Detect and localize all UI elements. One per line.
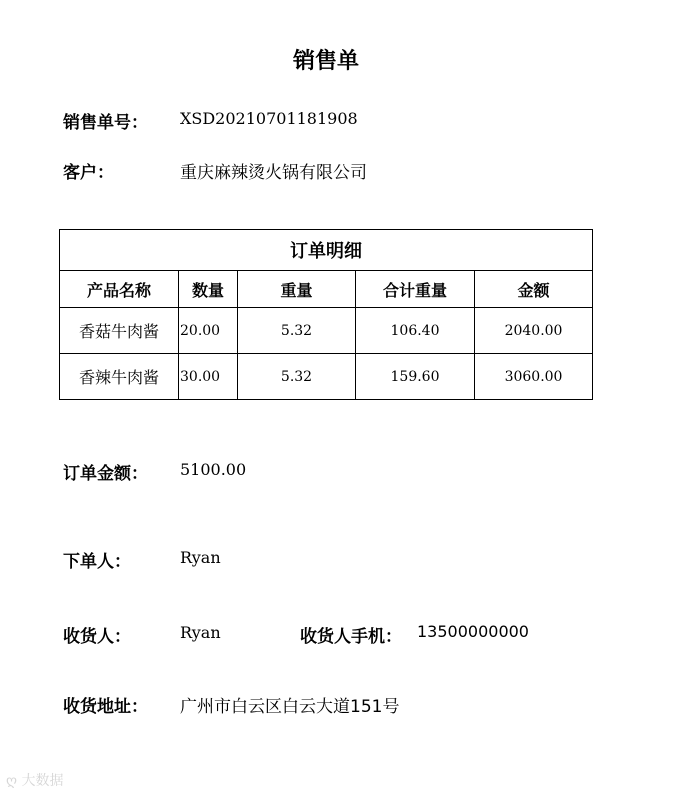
- receiver-phone-value: 13500000000: [417, 622, 529, 641]
- table-row: [60, 308, 593, 354]
- watermark: [6, 770, 63, 790]
- orderer-label: 下单人：: [63, 552, 131, 572]
- cell-total-weight: 159.60: [356, 354, 475, 400]
- customer-value: 重庆麻辣烫火锅有限公司: [180, 163, 367, 183]
- order-no-value: XSD20210701181908: [180, 109, 358, 128]
- cell-quantity: 20.00: [179, 308, 238, 354]
- column-header-quantity: 数量: [179, 271, 238, 308]
- column-header-amount: 金额: [475, 271, 593, 308]
- table-caption: 订单明细: [60, 230, 593, 271]
- customer-label: 客户：: [63, 163, 114, 183]
- column-header-product-name: 产品名称: [60, 271, 179, 308]
- cell-amount: 3060.00: [475, 354, 593, 400]
- cell-total-weight: 106.40: [356, 308, 475, 354]
- order-amount-label: 订单金额：: [63, 464, 148, 484]
- cell-amount: 2040.00: [475, 308, 593, 354]
- cell-product-name: 香菇牛肉酱: [60, 308, 179, 354]
- column-header-total-weight: 合计重量: [356, 271, 475, 308]
- address-value: 广州市白云区白云大道151号: [180, 697, 400, 717]
- page-title: 销售单: [292, 49, 359, 74]
- order-amount-value: 5100.00: [180, 460, 247, 479]
- address-label: 收货地址：: [63, 697, 148, 717]
- order-detail-table: [59, 229, 593, 400]
- receiver-phone-label: 收货人手机：: [300, 627, 402, 647]
- cell-weight: 5.32: [238, 354, 356, 400]
- watermark-text: 大数据: [21, 773, 64, 789]
- receiver-value: Ryan: [180, 623, 221, 642]
- orderer-value: Ryan: [180, 548, 221, 567]
- cell-product-name: 香辣牛肉酱: [60, 354, 179, 400]
- cell-quantity: 30.00: [179, 354, 238, 400]
- column-header-weight: 重量: [238, 271, 356, 308]
- order-no-label: 销售单号：: [63, 113, 148, 133]
- receiver-label: 收货人：: [63, 627, 131, 647]
- watermark-logo-icon: ღ: [6, 773, 18, 789]
- table-header-row: [60, 271, 593, 308]
- cell-weight: 5.32: [238, 308, 356, 354]
- table-row: [60, 354, 593, 400]
